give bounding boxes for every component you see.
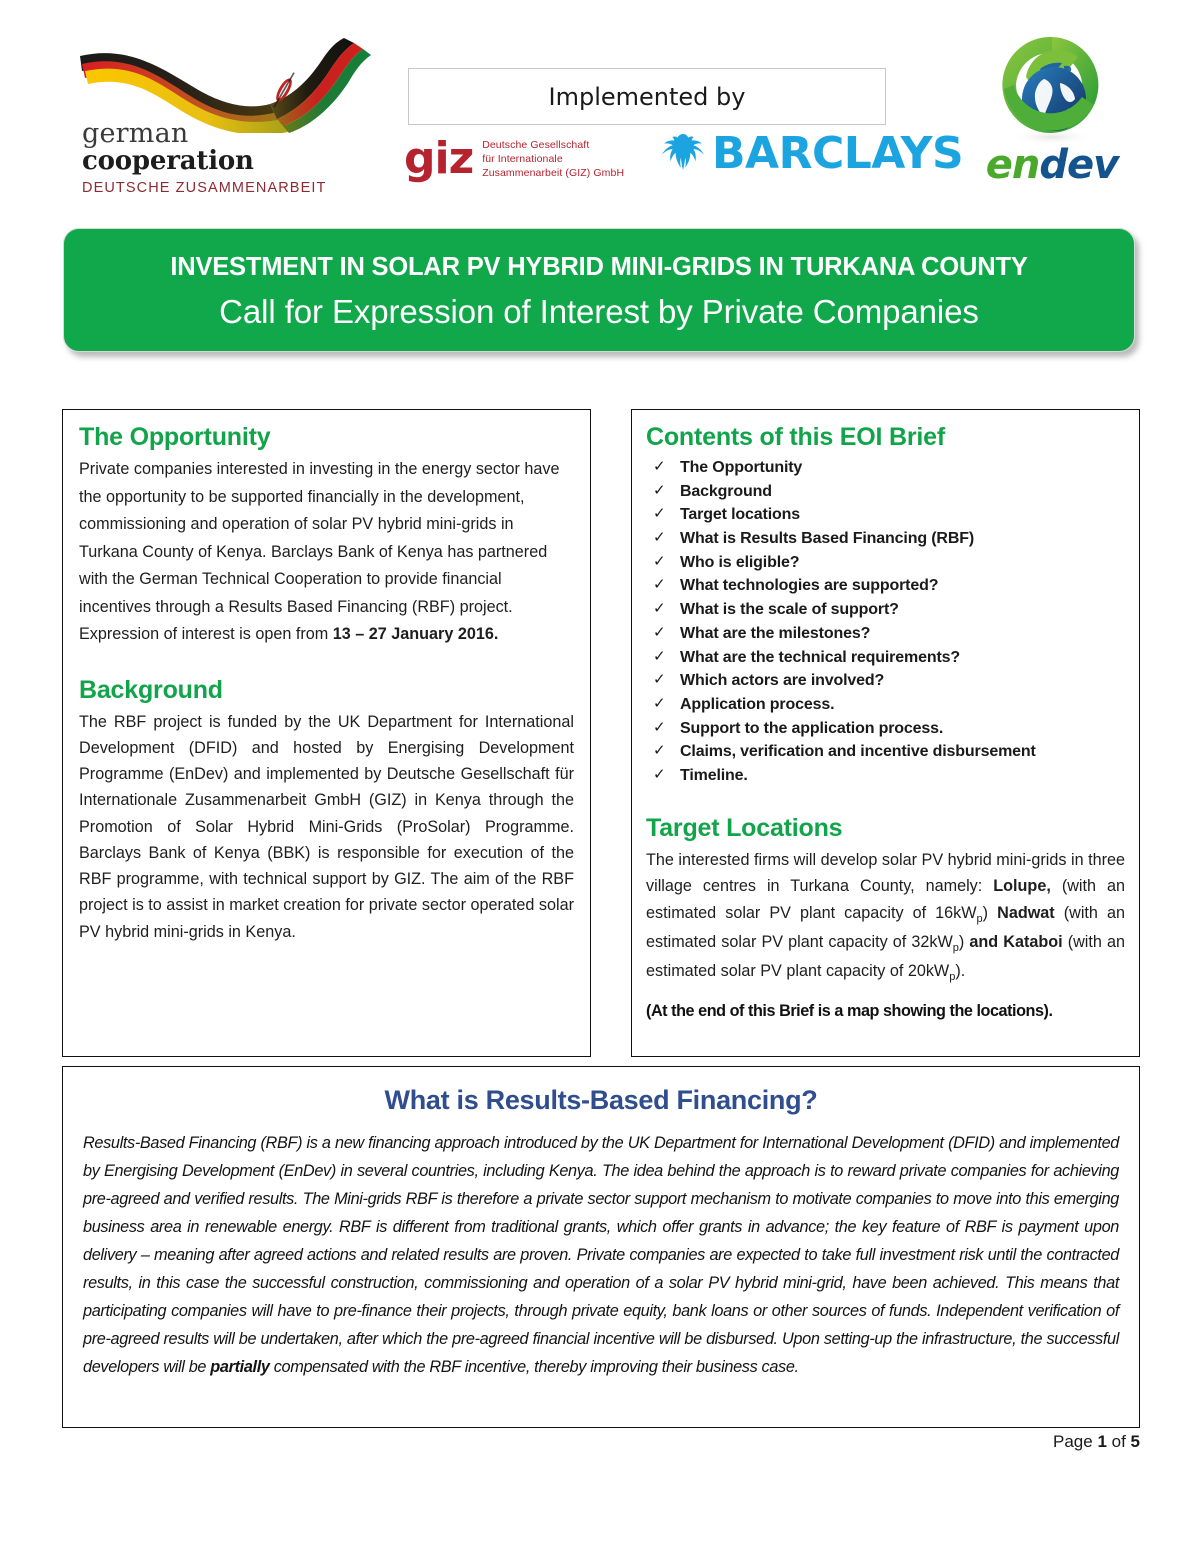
list-item [646,456,1125,479]
giz-wordmark: giz [404,133,474,184]
giz-subtext-line3: Zusammenarbeit (GIZ) GmbH [482,167,625,180]
banner-title-line: Call for Expression of Interest by Private Companies [219,292,979,330]
list-item [646,740,1125,763]
separator-2: ) [958,932,970,951]
check-icon: ✓ [653,671,666,689]
giz-subtext [482,138,624,181]
list-item-label: What are the technical requirements? [680,648,961,666]
list-item [646,622,1125,645]
subscript-p-2: p [952,941,959,954]
implemented-by-box [408,68,886,125]
heading-the-opportunity: The Opportunity [79,423,271,451]
list-item [646,764,1125,787]
right-column-box [631,409,1140,1057]
list-item-label: What is Results Based Financing (RBF) [680,530,975,548]
heading-contents-eoi-brief: Contents of this EOI Brief [646,423,945,451]
list-item-label: What technologies are supported? [680,577,939,595]
check-icon: ✓ [653,505,666,523]
page-label-of: of [1106,1432,1131,1451]
endev-wordmark [982,142,1122,188]
german-cooperation-wordmark [82,120,372,196]
target-locations-map-note: (At the end of this Brief is a map showing the locations). [646,1001,1053,1020]
giz-subtext-line1: Deutsche Gesellschaft [482,138,590,151]
banner-subtitle-line: INVESTMENT IN SOLAR PV HYBRID MINI-GRIDS IN TURKANA COUNTY [170,253,1028,282]
opportunity-text: Private companies interested in investing in the energy sector have the opportunity to be supported financially in the development, commissioning and operation of solar PV hybrid mini-grids in Turkana County of Kenya. Barclays Bank of Kenya has partnered with the German Technical Cooperation to provide financial incentives through a Results Based Financing (RBF) project. Expression of interest is open from [79,460,560,644]
capacity-text-3: (with an estimated solar PV plant capacity of 20kW [646,932,1125,980]
capacity-text-2: (with an estimated solar PV plant capacity of 32kW [646,903,1125,951]
check-icon: ✓ [653,765,666,783]
check-icon: ✓ [653,623,666,641]
heading-what-is-rbf: What is Results-Based Financing? [384,1085,818,1115]
paragraph-background: The RBF project is funded by the UK Department for International Development (DFID) and hosted by Energising Development Programme (EnDev) and implemented by Deutsche Gesellschaft für Internationale Zusammenarbeit GmbH (GIZ) in Kenya through the Promotion of Solar Hybrid Mini-Grids (ProSolar) Programme. Barclays Bank of Kenya (BBK) is responsible for execution of the RBF programme, with technical support by GIZ. The aim of the RBF project is to assist in market creation for private sector operated solar PV hybrid mini-grids in Kenya. [79,712,574,941]
subscript-p-3: p [949,970,956,983]
list-item [646,551,1125,574]
paragraph-target-locations [646,847,1125,987]
gc-line-cooperation: cooperation [82,146,254,177]
list-item-label: What is the scale of support? [680,601,899,619]
heading-background: Background [79,675,223,704]
list-item-label: What are the milestones? [680,624,871,642]
paragraph-rbf-explanation [83,1129,1119,1381]
list-item [646,693,1125,716]
village-lolupe: Lolupe, [993,877,1051,896]
list-item [646,717,1125,740]
list-item-label: Timeline. [680,766,748,784]
content-columns [62,409,1140,1057]
check-icon: ✓ [653,718,666,736]
target-locations-intro: The interested firms will develop solar PV hybrid mini-grids in three village centres in Turkana County, namely: [646,851,1125,896]
list-item-label: Target locations [680,506,800,524]
endev-globe-icon [982,33,1122,148]
list-item [646,480,1125,503]
title-banner [63,228,1135,352]
heading-target-locations: Target Locations [646,814,843,843]
list-item [646,574,1125,597]
subscript-p-1: p [976,912,983,925]
endev-logo [982,33,1122,201]
check-icon: ✓ [653,458,666,475]
check-icon: ✓ [653,694,666,712]
document-header [0,0,1200,205]
rbf-explanation-box [62,1066,1140,1428]
gc-line-german: german [82,118,189,149]
village-kataboi: and Kataboi [969,932,1063,951]
list-item [646,503,1125,526]
check-icon: ✓ [653,481,666,499]
list-item-label: Who is eligible? [680,553,800,571]
rbf-text-part2: compensated with the RBF incentive, thereby improving their business case. [269,1358,799,1377]
rbf-bold-partially: partially [210,1358,270,1377]
paragraph-the-opportunity [79,456,574,649]
list-item [646,669,1125,692]
page-footer [62,1432,1140,1452]
barclays-wordmark: BARCLAYS [712,128,964,179]
endev-word-dev: dev [1039,142,1119,188]
check-icon: ✓ [653,576,666,594]
check-icon: ✓ [653,647,666,665]
german-cooperation-logo [72,38,372,198]
list-item [646,646,1125,669]
check-icon: ✓ [653,552,666,570]
list-item-label: Which actors are involved? [680,672,885,690]
check-icon: ✓ [653,600,666,618]
list-item [646,527,1125,550]
gc-line-deutsche-zusammenarbeit: DEUTSCHE ZUSAMMENARBEIT [82,179,327,196]
title-banner-wrapper [63,228,1138,356]
list-item-label: Application process. [680,695,835,713]
barclays-eagle-icon [660,132,706,176]
list-item-label: Support to the application process. [680,719,944,737]
page-number-total: 5 [1130,1432,1140,1451]
rbf-text-part1: Results-Based Financing (RBF) is a new financing approach introduced by the UK Department for International Development (DFID) and implemented by Energising Development (EnDev) in several countries, including Kenya. The idea behind the approach is to reward private companies for achieving pre-agreed and verified results. The Mini-grids RBF is therefore a private sector support mechanism to motivate companies to move into this emerging business area in renewable energy. RBF is different from traditional grants, which offer grants in advance; the key feature of RBF is payment upon delivery – meaning after agreed actions and related results are proven. Private companies are expected to take full investment risk until the contracted results, in this case the successful construction, commissioning and operation of a solar PV hybrid mini-grid, have been achieved. This means that participating companies will have to pre-finance their projects, through private equity, bank loans or other sources of funds. Independent verification of pre-agreed results will be undertaken, after which the pre-agreed financial incentive will be disbursed. Upon setting-up the infrastructure, the successful developers will be [83,1134,1119,1377]
page-number-current: 1 [1097,1432,1107,1451]
implemented-by-label: Implemented by [548,82,746,111]
capacity-end: ). [955,961,966,980]
opportunity-dates: 13 – 27 January 2016. [332,625,499,644]
left-column-box [62,409,591,1057]
giz-subtext-line2: für Internationale [482,152,563,165]
barclays-logo [660,128,964,179]
list-item [646,598,1125,621]
list-item-label: Background [680,482,772,500]
giz-logo [404,133,625,184]
check-icon: ✓ [653,529,666,547]
list-item-label: Claims, verification and incentive disbursement [680,743,1036,761]
eoi-contents-list [646,456,1125,787]
separator-1: ) [982,903,998,922]
list-item-label: The Opportunity [680,459,803,476]
page-label-prefix: Page [1053,1432,1098,1451]
capacity-text-1: (with an estimated solar PV plant capacity of 16kW [646,877,1125,922]
village-nadwat: Nadwat [997,903,1055,922]
endev-word-en: en [985,142,1040,188]
check-icon: ✓ [653,742,666,760]
